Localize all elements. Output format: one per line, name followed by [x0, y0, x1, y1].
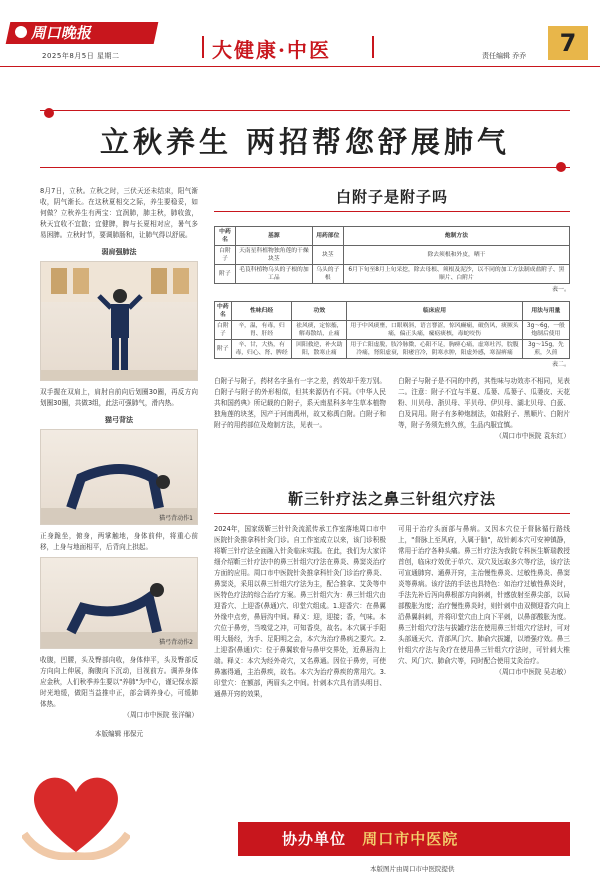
header-rule	[0, 66, 600, 67]
section-rule	[214, 513, 570, 514]
newspaper-logo: 周口晚报	[6, 22, 159, 44]
column-title: 大健康·中医	[212, 38, 331, 62]
section-2-title: 靳三针疗法之鼻三针组穴疗法	[287, 490, 496, 508]
table-cell: 乌头的子根	[312, 265, 343, 284]
table-row	[215, 340, 570, 359]
section-2-body	[214, 524, 570, 830]
section-1-col-b	[398, 376, 570, 442]
page-editor: 本版编辑 邢保元	[94, 730, 144, 738]
table-header: 中药名	[215, 227, 236, 246]
photo-cat-back-1	[40, 429, 198, 525]
column-divider	[372, 36, 374, 58]
table-2	[214, 301, 570, 359]
section-baifuzi	[214, 186, 570, 442]
table-cell: 3g～6g，一般炮制后使用	[522, 321, 569, 340]
issue-date: 2025年8月5日 星期二	[42, 52, 120, 60]
section-1-title: 白附子是附子吗	[335, 188, 448, 206]
section-1-para: 白附子与附子是不同的中药，其性味与功效亦不相同，见表二。注意：附子不宜与半夏、瓜蒌、瓜蒌子、瓜蒌皮、天花粉、川贝母、浙贝母、平贝母、伊贝母、湖北贝母、白蔹、白及同用。附子有多种炮制法，如盐附子、黑顺片、白附片等，附子务须先煎久煎，生品内服宜慎。	[398, 377, 570, 429]
column-divider	[202, 36, 204, 58]
table-cell: 3g～15g，先煎，久煎	[522, 340, 569, 359]
table-cell: 辛、甘，大热，有毒，归心、肾、脾经	[231, 340, 292, 359]
table-cell: 附子	[215, 265, 236, 284]
photo-shoulder-exercise	[40, 261, 198, 381]
table-cell: 附子	[215, 340, 232, 359]
photo-caption: 猫弓背动作2	[159, 639, 193, 646]
table-row	[215, 246, 570, 265]
intro-paragraph: 8月7日，立秋。立秋之时，三伏天还未结束，阳气渐收，阴气渐长。在这秋夏相交之际，养生要稳妥，如何做？立秋养生有两宝：宜润肺，肺主秋，肺收敛，秋天宜收不宜散；宜健脾，脾与长夏相对应，暑气多易困脾。立秋时节，要调肺肠和，让肺气得以舒展。	[40, 187, 198, 239]
table-cell: 6月下旬至8月上旬采挖，除去母根、须根及泥沙，以不同的加工方法制成盐附子、黑顺片、白附片	[343, 265, 569, 284]
left-credit: （周口市中医院 张洋编）	[123, 711, 198, 719]
responsible-editor: 责任编辑 乔乔	[482, 52, 527, 60]
table-header: 炮制方法	[343, 227, 569, 246]
table-cell: 天南星科植物独角莲的干燥块茎	[235, 246, 312, 265]
table-cell: 祛风痰，定惊搐，解毒散结，止痛	[292, 321, 347, 340]
table-1	[214, 226, 570, 284]
section-2-credit: （周口市中医院 吴志敏）	[495, 668, 570, 676]
section-jin-three-needle	[214, 488, 570, 830]
section-2-col-1: 2024年，国家级靳三针针灸流派传承工作室落地周口市中医院针灸推拿科针灸门诊。自工作室成立以来，该门诊积极将靳三针疗法全面融入针灸临床实践。在此，我们为大家详细介绍靳三针疗法中的鼻三针组穴疗法在鼻炎、鼻窦炎治疗方面的应用。周口市中医院针灸推拿科针灸门诊治疗鼻炎、鼻窦炎，采用以鼻三针组穴疗法为主，配合推拿、艾灸等中医特色疗法的综合治疗方案。鼻三针组穴为：鼻三针组穴由迎香穴、上迎香(鼻通)穴、印堂穴组成。1.迎香穴：在鼻翼外缘中点旁，鼻唇沟中间。释义：迎，迎接；香，气味。本穴位于鼻旁，当嗅觉之冲，可知香臭，故名。本穴属于手阳明大肠经，为手、足阳明之会，本穴为治疗鼻病之要穴。2.上迎香(鼻通)穴：位于鼻翼软骨与鼻甲交界处，近鼻唇沟上端。释义：本穴为经外奇穴，又名鼻通。因位于鼻旁，可使鼻塞得通，主治鼻疾，故名。本穴为治疗鼻疾的常用穴。3.印堂穴：在额部，两眉头之中间。针刺本穴具有清头明目、通鼻开窍的效果，	[214, 525, 386, 698]
section-2-col-2	[398, 524, 570, 830]
decor-dot	[556, 162, 566, 172]
banner-label: 协办单位	[282, 830, 347, 848]
banner-org: 周口市中医院	[362, 830, 459, 848]
exercise-2-text: 正身跪坐，俯身，两掌触地，身体前伸，将重心前移，上身与地面相平，后背向上拱起。	[40, 532, 198, 551]
table-cell: 辛，温，有毒，归胃、肝经	[231, 321, 292, 340]
table-cell: 除去须根和外皮，晒干	[343, 246, 569, 265]
photo-caption: 猫弓背动作1	[159, 515, 193, 522]
table-row	[215, 321, 570, 340]
table-cell: 块茎	[312, 246, 343, 265]
section-rule	[214, 211, 570, 212]
table-cell: 用于中风痰壅，口眼㖞斜，语言謇涩，惊风癫痫，破伤风，痰厥头痛，偏正头痛，瘰疬痰核，毒蛇咬伤	[347, 321, 522, 340]
exercise-2-text-continued: 收腹，凹腰，头及臀部向收，身体伸平，头及臀部反方向向上伸展，胸腹向下沉动，目视前方。调养身体应金秋，人们秋季养生要以"养肺"为中心，谨记保水源时光地缓，做阳当益推申正，部会调养身心，可缓肺体热。	[40, 656, 198, 708]
table-cell: 白附子	[215, 246, 236, 265]
section-1-col-a: 白附子与附子，药材名字虽有一字之差，药效却千差万别。白附子与附子的外形相似，但其来源仍有不同。《中华人民共和国药典》所记载的白附子，系天南星科多年生草本植物独角莲的块茎，因产于河南禹州，故又称禹白附。白附子和附子的用药部位及炮制方法，见表一。	[214, 377, 386, 429]
photo-credit: 本版图片由周口市中医院提供	[370, 865, 455, 873]
decor-dot	[44, 108, 54, 118]
left-article	[40, 186, 198, 740]
woman-exercise-icon	[41, 262, 198, 381]
table-caption: 表二。	[551, 361, 570, 368]
table-cell: 白附子	[215, 321, 232, 340]
page-number: 7	[548, 26, 588, 60]
section-1-body	[214, 376, 570, 442]
table-header: 临床应用	[347, 302, 522, 321]
heart-hands-icon	[22, 764, 130, 860]
logo-emblem-icon	[12, 23, 30, 41]
section-2-para: 可用于治疗头面部与鼻病。又因本穴位于督脉循行路线上，"督脉上至风府，入属于脑"，故针刺本穴可安神镇静，常用于治疗各种头痛。鼻三针疗法为我院专科医生靳瑞教授首创，临床疗效优于单穴、双穴及远取多穴等疗法，该疗法可宣通肺窍、通鼻开窍，主治慢性鼻炎、过敏性鼻炎、鼻窦炎等鼻病。该疗法的手法也具特色：如治疗过敏性鼻炎时，手法先补后泻向鼻根部方向斜刺，针感放射至鼻尖部，以局部酸胀为度；治疗慢性鼻炎时，则针刺中由双侧迎香穴向上沿鼻翼斜刺，并将印堂穴由上向下平刺，以鼻部酸胀为度。鼻三针组穴疗法与拔罐疗法在使用鼻三针组穴疗法时，可对头部通天穴、背部风门穴、肺俞穴拔罐，以增强疗效。鼻三针组穴疗法与灸疗在使用鼻三针组穴疗法时，可针刺大椎穴、风门穴、肺俞穴等，同时配合使用艾灸治疗。	[398, 525, 570, 665]
table-header: 功效	[292, 302, 347, 321]
exercise-2-title: 猫弓背法	[105, 416, 133, 424]
cat-pose-icon	[41, 558, 198, 649]
table-row	[215, 265, 570, 284]
table-header: 性味归经	[231, 302, 292, 321]
table-header: 中药名	[215, 302, 232, 321]
table-cell: 毛茛科植物乌头的子根的加工品	[235, 265, 312, 284]
co-organizer-banner	[238, 822, 570, 856]
table-header: 用法与用量	[522, 302, 569, 321]
table-cell: 用于亡阳虚脱，肢冷脉微，心阳不足，胸痹心痛，虚寒吐泻，脘腹冷痛，肾阳虚衰，阳痿宫冷，阴寒水肿，阳虚外感，寒湿痹痛	[347, 340, 522, 359]
photo-cat-back-2	[40, 557, 198, 649]
page-headline: 立秋养生 两招帮您舒展肺气	[99, 125, 511, 159]
exercise-1-text: 双手握在双肩上，肩肘自前向后划圈30圈，再反方向划圈30圈，共做3组，此法可强肺气，滑内热。	[40, 388, 198, 407]
table-header: 用药部位	[312, 227, 343, 246]
table-caption: 表一。	[551, 286, 570, 293]
table-cell: 回阳救逆，补火助阳，散寒止痛	[292, 340, 347, 359]
cat-pose-icon	[41, 430, 198, 525]
section-1-credit: （周口市中医院 袁东红）	[495, 432, 570, 440]
exercise-1-title: 弱肩强肺法	[101, 248, 137, 256]
table-header: 基源	[235, 227, 312, 246]
